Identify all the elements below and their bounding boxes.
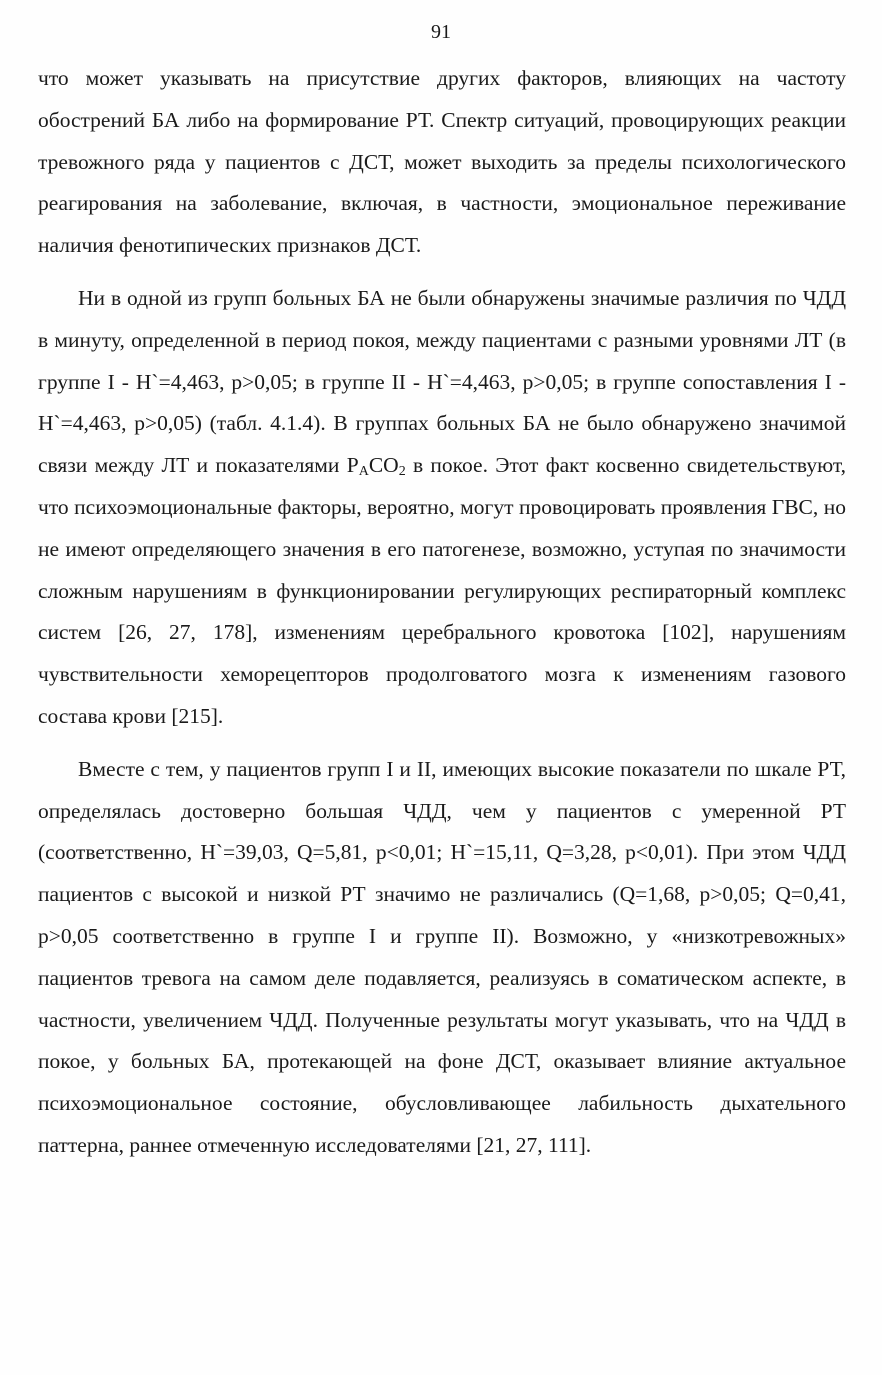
- formula-2-subscript: 2: [398, 464, 406, 480]
- formula-co: CO: [368, 453, 399, 478]
- page-number: 91: [431, 21, 451, 43]
- pa-co2-formula: [346, 453, 406, 480]
- formula-a-subscript: A: [358, 464, 369, 480]
- paragraph-2-continuation: в покое. Этот факт косвенно свидетельствуют, что психоэмоциональные факторы, вероятно, могут провоцировать проявления ГВС, но не имеют определяющего значения в его патогенезе, возможно, уступая по значимости сложным нарушениям в функционировании регулирующих респираторный комплекс систем [26, 27, 178], изменениям церебрального кровотока [102], нарушениям чувствительности хеморецепторов продолговатого мозга к изменениям газового состава крови [215].: [38, 453, 847, 728]
- formula-p: P: [346, 453, 359, 478]
- body-text: [38, 58, 846, 1178]
- paragraph-1: что может указывать на присутствие других факторов, влияющих на частоту обострений БА либо на формирование РТ. Спектр ситуаций, провоцирующих реакции тревожного ряда у пациентов с ДСТ, может выходить за пределы психологического реагирования на заболевание, включая, в частности, эмоциональное переживание наличия фенотипических признаков ДСТ.: [38, 66, 846, 258]
- paragraph-2: [38, 278, 846, 738]
- paragraph-3: Вместе с тем, у пациентов групп I и II, имеющих высокие показатели по шкале РТ, определялась достоверно большая ЧДД, чем у пациентов с умеренной РТ (соответственно, H`=39,03, Q=5,81, p<0,01; H`=15,11, Q=3,28, p<0,01). При этом ЧДД пациентов с высокой и низкой РТ значимо не различались (Q=1,68, p>0,05; Q=0,41, p>0,05 соответственно в группе I и группе II). Возможно, у «низкотревожных» пациентов тревога на самом деле подавляется, реализуясь в соматическом аспекте, в частности, увеличением ЧДД. Полученные результаты могут указывать, что на ЧДД в покое, у больных БА, протекающей на фоне ДСТ, оказывает влияние актуальное психоэмоциональное состояние, обусловливающее лабильность дыхательного паттерна, раннее отмеченную исследователями [21, 27, 111].: [38, 756, 846, 1157]
- paragraph-2-text: Ни в одной из групп больных БА не были обнаружены значимые различия по ЧДД в минуту, определенной в период покоя, между пациентами с разными уровнями ЛТ (в группе I - H`=4,463, p>0,05; в группе II - H`=4,463, p>0,05; в группе сопоставления I - H`=4,463, p>0,05) (табл. 4.1.4). В группах больных БА не было обнаружено значимой связи между ЛТ и показателями: [38, 285, 846, 478]
